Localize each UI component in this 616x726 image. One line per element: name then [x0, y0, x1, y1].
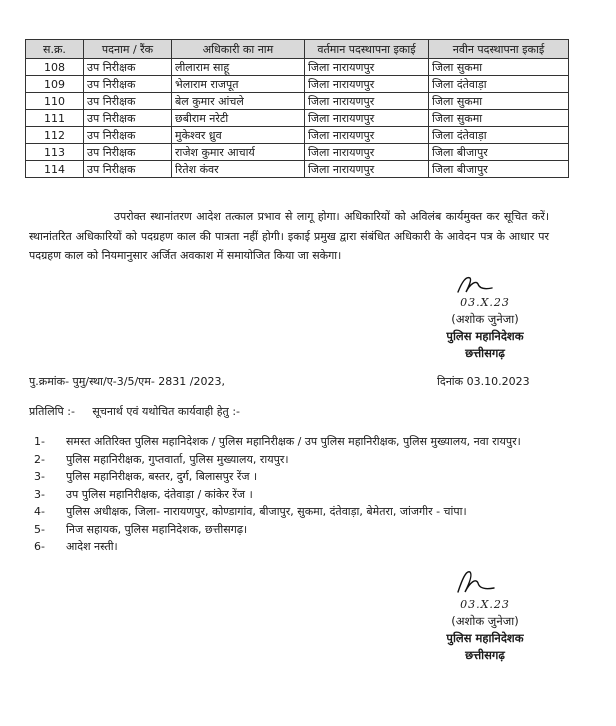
cell-rank: उप निरीक्षक: [84, 59, 172, 76]
list-item: [34, 433, 554, 451]
signature-block-2: [420, 566, 550, 664]
reference-number: पु.क्रमांक- पुमु/स्था/ए-3/5/एम- 2831 /2023,: [29, 375, 225, 388]
cell-rank: उप निरीक्षक: [84, 93, 172, 110]
table-row: [26, 59, 569, 76]
table-header-row: [26, 40, 569, 59]
cell-sn: 113: [26, 144, 84, 161]
table-row: [26, 127, 569, 144]
list-item-number: 2-: [34, 452, 45, 466]
cell-sn: 114: [26, 161, 84, 178]
header-sn: स.क्र.: [26, 40, 84, 59]
handwritten-signature-icon: [450, 566, 510, 596]
table-row: [26, 76, 569, 93]
table-row: [26, 110, 569, 127]
list-item: [34, 486, 554, 504]
copy-list: [34, 433, 554, 556]
table-row: [26, 161, 569, 178]
list-item-number: 3-: [34, 470, 45, 483]
cell-rank: उप निरीक्षक: [84, 144, 172, 161]
cell-new-unit: जिला दंतेवाड़ा: [429, 127, 569, 144]
signatory-designation: पुलिस महानिदेशक: [446, 631, 524, 645]
cell-current-unit: जिला नारायणपुर: [305, 144, 429, 161]
list-item-number: 1-: [34, 435, 45, 448]
cell-new-unit: जिला दंतेवाड़ा: [429, 76, 569, 93]
list-item-text: पुलिस महानिरीक्षक, गुप्तवार्ता, पुलिस मुख्यालय, रायपुर।: [66, 452, 289, 466]
cell-current-unit: जिला नारायणपुर: [305, 93, 429, 110]
list-item: [34, 521, 554, 539]
list-item-number: 5-: [34, 522, 45, 536]
cell-rank: उप निरीक्षक: [84, 161, 172, 178]
cell-name: छबीराम नरेटी: [172, 110, 305, 127]
signatory-name: (अशोक जुनेजा): [451, 614, 519, 628]
list-item: [34, 503, 554, 521]
transfer-table: [25, 39, 569, 178]
list-item-number: 6-: [34, 540, 45, 553]
header-new-unit: नवीन पदस्थापना इकाई: [429, 40, 569, 59]
signature-date: 03.X.23: [460, 598, 510, 611]
list-item-text: समस्त अतिरिक्त पुलिस महानिदेशक / पुलिस महानिरीक्षक / उप पुलिस महानिरीक्षक, पुलिस मुख्यालय, नवा रायपुर।: [66, 435, 521, 448]
cell-name: बेल कुमार आंचले: [172, 93, 305, 110]
cell-current-unit: जिला नारायणपुर: [305, 127, 429, 144]
cell-sn: 109: [26, 76, 84, 93]
list-item-text: पुलिस अधीक्षक, जिला- नारायणपुर, कोण्डागांव, बीजापुर, सुकमा, दंतेवाड़ा, बेमेतरा, जांजगीर - चांपा।: [66, 505, 467, 518]
cell-new-unit: जिला सुकमा: [429, 93, 569, 110]
table-row: [26, 144, 569, 161]
cell-name: भेलाराम राजपूत: [172, 76, 305, 93]
signatory-state: छत्तीसगढ़: [465, 648, 505, 662]
order-paragraph: उपरोक्त स्थानांतरण आदेश तत्काल प्रभाव से लागू होगा। अधिकारियों को अविलंब कार्यमुक्त कर सूचित करें। स्थानांतरित अधिकारियों को पदग्रहण काल की पात्रता नहीं होगी। इकाई प्रमुख द्वारा संबंधित अधिकारी के आवेदन पत्र के आधार पर पदग्रहण काल को नियमानुसार अर्जित अवकाश में समायोजित किया जा सकेगा।: [29, 210, 549, 262]
cell-new-unit: जिला सुकमा: [429, 59, 569, 76]
cell-new-unit: जिला बीजापुर: [429, 144, 569, 161]
copy-intro: प्रतिलिपि :- सूचनार्थ एवं यथोचित कार्यवाही हेतु :-: [29, 405, 241, 418]
list-item-text: आदेश नस्ती।: [66, 540, 118, 553]
cell-rank: उप निरीक्षक: [84, 110, 172, 127]
table-row: [26, 93, 569, 110]
list-item-text: निज सहायक, पुलिस महानिदेशक, छत्तीसगढ़।: [66, 522, 248, 536]
handwritten-signature-icon: [452, 272, 512, 296]
signature-mark: [420, 566, 550, 596]
cell-sn: 112: [26, 127, 84, 144]
cell-rank: उप निरीक्षक: [84, 76, 172, 93]
cell-name: लीलाराम साहू: [172, 59, 305, 76]
cell-current-unit: जिला नारायणपुर: [305, 59, 429, 76]
cell-name: मुकेश्वर ध्रुव: [172, 127, 305, 144]
cell-new-unit: जिला बीजापुर: [429, 161, 569, 178]
cell-sn: 108: [26, 59, 84, 76]
list-item: [34, 468, 554, 486]
list-item: [34, 538, 554, 556]
cell-name: राजेश कुमार आचार्य: [172, 144, 305, 161]
cell-new-unit: जिला सुकमा: [429, 110, 569, 127]
cell-rank: उप निरीक्षक: [84, 127, 172, 144]
list-item-text: पुलिस महानिरीक्षक, बस्तर, दुर्ग, बिलासपुर रेंज ।: [66, 470, 258, 483]
cell-current-unit: जिला नारायणपुर: [305, 110, 429, 127]
signature-mark: [420, 272, 550, 294]
cell-current-unit: जिला नारायणपुर: [305, 161, 429, 178]
cell-name: रितेश कंवर: [172, 161, 305, 178]
signature-block-1: [420, 272, 550, 362]
cell-sn: 110: [26, 93, 84, 110]
cell-sn: 111: [26, 110, 84, 127]
list-item-number: 4-: [34, 505, 45, 518]
signature-date: 03.X.23: [460, 296, 510, 309]
list-item-text: उप पुलिस महानिरीक्षक, दंतेवाड़ा / कांकेर रेंज ।: [66, 487, 253, 501]
header-current-unit: वर्तमान पदस्थापना इकाई: [305, 40, 429, 59]
signatory-name: (अशोक जुनेजा): [451, 312, 519, 326]
reference-date: दिनांक 03.10.2023: [437, 375, 530, 388]
list-item: [34, 451, 554, 469]
cell-current-unit: जिला नारायणपुर: [305, 76, 429, 93]
list-item-number: 3-: [34, 487, 45, 501]
signatory-state: छत्तीसगढ़: [465, 346, 505, 360]
signatory-designation: पुलिस महानिदेशक: [446, 329, 524, 343]
header-name: अधिकारी का नाम: [172, 40, 305, 59]
header-rank: पदनाम / रैंक: [84, 40, 172, 59]
